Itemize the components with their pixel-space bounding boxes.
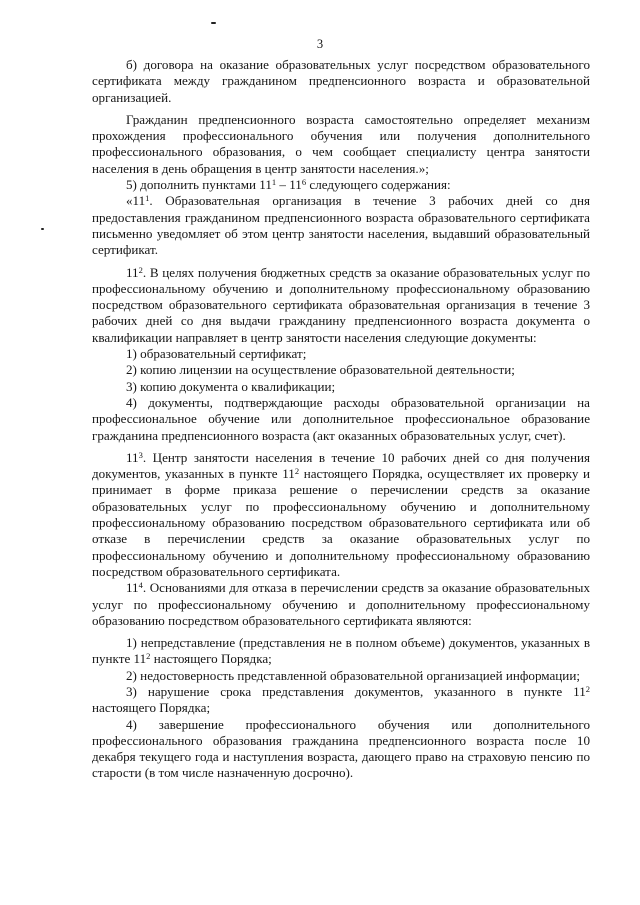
paragraph-mechanism: Гражданин предпенсионного возраста самостоятельно определяет механизм прохождения профессионального обучения или получения дополнительного профессионального образования, о чем сообщает специалисту центра занятости населения в день обращения в центр занятости населения.»;	[92, 111, 590, 176]
ground-item-1: 1) непредставление (представления не в полном объеме) документов, указанных в пункте $11^2$ настоящего Порядка;	[92, 635, 590, 667]
clause-11-1: «$11^1$. Образовательная организация в течение 3 рабочих дней со дня предоставления гражданином предпенсионного возраста образовательного сертификата письменно уведомляет об этом центр занятости населения, выдавший образовательный сертификат.	[92, 193, 590, 258]
paragraph-amend-5: 5) дополнить пунктами $11^1 - 11^6$ следующего содержания:	[126, 177, 451, 193]
clause-11-3: $11^3$. Центр занятости населения в течение 10 рабочих дней со дня получения документов, указанных в пункте $11^2$ настоящего Порядка, осуществляет их проверку и принимает в форме приказа решение о перечислении средств за оказание образовательных услуг по профессиональному обучению и дополнительному профессиональному образованию посредством образовательного сертификата или об отказе в перечислении средств за оказание образовательных услуг по профессиональному обучению и дополнительному профессиональному образованию посредством образовательного сертификата.	[92, 449, 591, 579]
page-number: 3	[316, 37, 324, 51]
document-body	[92, 57, 590, 782]
paragraph-contract: б) договора на оказание образовательных услуг посредством образовательного сертификата между гражданином предпенсионного возраста и образовательной организацией.	[92, 57, 590, 105]
scan-speck	[211, 22, 216, 24]
list-item-2: 2) копию лицензии на осуществление образовательной деятельности;	[126, 362, 515, 378]
clause-11-2: $11^2$. В целях получения бюджетных средств за оказание образовательных услуг по профессиональному обучению и дополнительному профессиональному образованию посредством образовательного сертификата образовательная организация в течение 3 рабочих дней со дня выдачи гражданину предпенсионного возраста документа о квалификации направляет в центр занятости населения следующие документы:	[92, 264, 590, 345]
ground-item-4: 4) завершение профессионального обучения или дополнительного профессионального образования гражданина предпенсионного возраста после 10 декабря текущего года и наступления возраста, дающего право на страховую пенсию по старости (в том числе назначенную досрочно).	[92, 716, 590, 781]
clause-11-4: $11^4$. Основаниями для отказа в перечислении средств за оказание образовательных услуг по профессиональному обучению и дополнительному профессиональному образованию посредством образовательного сертификата являются:	[92, 580, 590, 628]
list-item-3: 3) копию документа о квалификации;	[126, 378, 336, 394]
scan-speck	[41, 228, 44, 230]
ground-item-2: 2) недостоверность представленной образовательной организацией информации;	[126, 667, 580, 683]
list-item-4: 4) документы, подтверждающие расходы образовательной организации на профессиональное обучение или дополнительное профессиональное образование гражданина предпенсионного возраста (акт оказанных образовательных услуг, счет).	[92, 394, 590, 443]
list-item-1: 1) образовательный сертификат;	[126, 346, 307, 362]
ground-item-3: 3) нарушение срока представления документов, указанного в пункте $11^2$ настоящего Порядка;	[92, 683, 590, 716]
